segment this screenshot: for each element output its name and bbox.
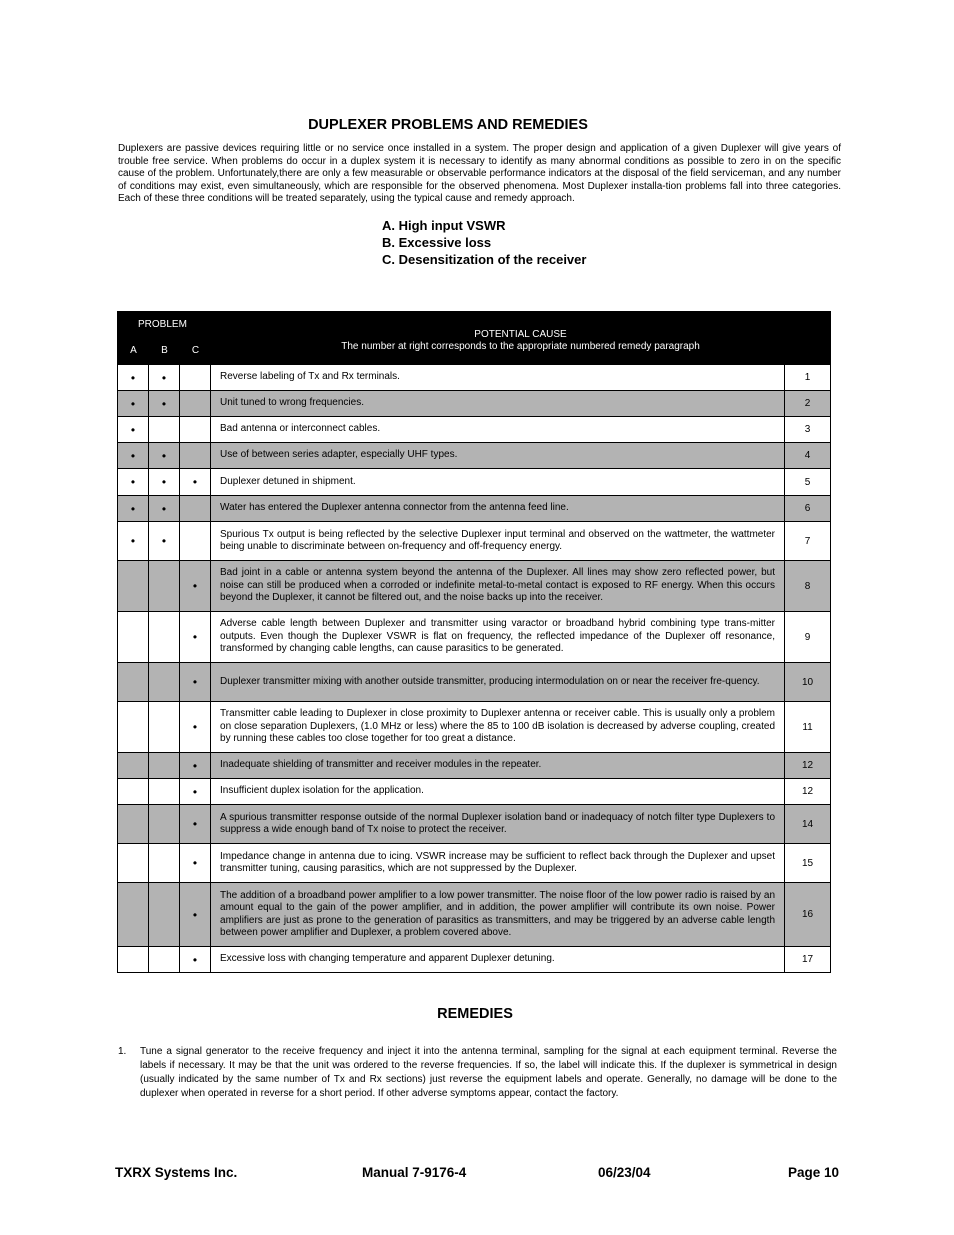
cause-header-subtitle: The number at right corresponds to the appropriate numbered remedy paragraph <box>341 341 700 352</box>
problem-categories <box>382 217 586 268</box>
problem-b-mark: • <box>149 496 180 522</box>
problem-a-mark: • <box>118 443 149 469</box>
problem-c-mark: • <box>180 844 211 883</box>
cause-text: Use of between series adapter, especially UHF types. <box>211 443 785 469</box>
problem-b-mark <box>149 947 180 973</box>
cause-text: A spurious transmitter response outside of the normal Duplexer isolation band or inadequacy of notch filter type Duplexers to suppress a wide enough band of Tx noise to protect the receiver. <box>211 805 785 844</box>
cause-text: Duplexer transmitter mixing with another outside transmitter, producing intermodulation on or near the receiver fre-quency. <box>211 663 785 702</box>
problem-c-mark: • <box>180 779 211 805</box>
problem-c-mark <box>180 522 211 561</box>
cause-text: Spurious Tx output is being reflected by the selective Duplexer input terminal and observed on the wattmeter, the wattmeter being unable to discriminate between on-frequency and off-frequency energy. <box>211 522 785 561</box>
remedy-text: Tune a signal generator to the receive frequency and inject it into the antenna terminal, sampling for the signal at each equipment terminal. Reverse the labels if necessary. It may be that the unit was ordered to the reverse frequencies. If so, the label will indicate this. If the duplexer is symmetrical in design (usually indicated by the same number of Tx and Rx sections) just reverse the equipment labels and operate. Generally, no damage will be done to the duplexer when operated in reverse for a short period. If other adverse symptoms appear, contact the factory. <box>140 1046 837 1099</box>
problem-c-mark: • <box>180 702 211 753</box>
category-b: B. Excessive loss <box>382 235 492 250</box>
problem-c-mark: • <box>180 753 211 779</box>
cause-text: Impedance change in antenna due to icing. VSWR increase may be sufficient to reflect back through the Duplexer and upset transmitter tuning, causing parasitics, which are not suppressed by the Duplexer. <box>211 844 785 883</box>
page-title: DUPLEXER PROBLEMS AND REMEDIES <box>308 117 588 133</box>
remedy-ref-number: 1 <box>785 365 831 391</box>
col-a-label: A <box>130 345 137 356</box>
footer-company: TXRX Systems Inc. <box>115 1165 238 1180</box>
problem-b-mark <box>149 417 180 443</box>
problems-table <box>117 311 831 973</box>
problem-c-mark <box>180 365 211 391</box>
problem-b-mark <box>149 561 180 612</box>
problem-c-mark <box>180 443 211 469</box>
problem-b-mark <box>149 612 180 663</box>
problem-header <box>118 312 211 365</box>
table-row <box>118 612 831 663</box>
problem-a-mark <box>118 663 149 702</box>
problem-a-mark: • <box>118 417 149 443</box>
problem-b-mark <box>149 663 180 702</box>
cause-header <box>211 312 831 365</box>
problem-c-mark: • <box>180 805 211 844</box>
footer-page: Page 10 <box>787 1165 839 1180</box>
cause-header-title: POTENTIAL CAUSE <box>474 329 567 340</box>
cause-text: Transmitter cable leading to Duplexer in close proximity to Duplexer antenna or receiver cable. This is usually only a problem on close separation Duplexers, (1.0 MHz or less) where the 85 to 100 dB isolation is decreased by adverse coupling, created by running these cables too close together for too great a distance. <box>211 702 785 753</box>
problem-a-mark: • <box>118 365 149 391</box>
cause-text: Duplexer detuned in shipment. <box>211 469 785 496</box>
cause-text: The addition of a broadband power amplifier to a low power transmitter. The noise floor of the low power radio is raised by an amount equal to the gain of the power amplifier, and in addition, the power amplifier will contribute its own noise. Power amplifiers are just as prone to the generation of parasitics as transmitters, and may be triggered by an adverse cable length between power amplifier and Duplexer, a problem covered above. <box>211 883 785 947</box>
problem-b-mark <box>149 805 180 844</box>
remedy-ref-number: 6 <box>785 496 831 522</box>
col-c-label: C <box>191 345 200 356</box>
table-row <box>118 417 831 443</box>
remedy-ref-number: 9 <box>785 612 831 663</box>
problem-c-mark: • <box>180 883 211 947</box>
problem-b-mark: • <box>149 522 180 561</box>
table-row <box>118 844 831 883</box>
problem-c-mark: • <box>180 612 211 663</box>
problem-a-mark: • <box>118 469 149 496</box>
remedies-title: REMEDIES <box>437 1006 513 1022</box>
remedy-ref-number: 17 <box>785 947 831 973</box>
remedy-ref-number: 8 <box>785 561 831 612</box>
table-row <box>118 561 831 612</box>
problem-a-mark <box>118 753 149 779</box>
problem-a-mark <box>118 779 149 805</box>
problem-c-mark <box>180 496 211 522</box>
category-c: C. Desensitization of the receiver <box>382 252 587 267</box>
problem-c-mark: • <box>180 469 211 496</box>
problem-b-mark <box>149 702 180 753</box>
problem-a-mark <box>118 844 149 883</box>
problem-c-mark: • <box>180 561 211 612</box>
problem-b-mark: • <box>149 391 180 417</box>
problem-a-mark <box>118 805 149 844</box>
problem-b-mark: • <box>149 469 180 496</box>
problem-b-mark <box>149 753 180 779</box>
cause-text: Reverse labeling of Tx and Rx terminals. <box>211 365 785 391</box>
remedy-ref-number: 16 <box>785 883 831 947</box>
problem-b-mark <box>149 883 180 947</box>
problem-a-mark: • <box>118 496 149 522</box>
problem-b-mark <box>149 844 180 883</box>
cause-text: Bad antenna or interconnect cables. <box>211 417 785 443</box>
problem-a-mark <box>118 883 149 947</box>
remedy-ref-number: 5 <box>785 469 831 496</box>
remedy-item <box>118 1045 837 1101</box>
problem-c-mark: • <box>180 947 211 973</box>
problem-a-mark <box>118 702 149 753</box>
problem-a-mark <box>118 561 149 612</box>
cause-text: Inadequate shielding of transmitter and receiver modules in the repeater. <box>211 753 785 779</box>
table-row <box>118 779 831 805</box>
cause-text: Excessive loss with changing temperature and apparent Duplexer detuning. <box>211 947 785 973</box>
remedy-ref-number: 12 <box>785 753 831 779</box>
cause-text: Adverse cable length between Duplexer and transmitter using varactor or broadband hybrid combining type trans-mitter outputs. Even though the Duplexer VSWR is flat on frequency, the reflected impedance of the Duplexer off resonance, transformed by changing cable lengths, can cause parasitics to be generated. <box>211 612 785 663</box>
problem-a-mark <box>118 612 149 663</box>
cause-text: Unit tuned to wrong frequencies. <box>211 391 785 417</box>
table-header <box>118 312 831 365</box>
footer-date: 06/23/04 <box>598 1165 651 1180</box>
remedy-ref-number: 7 <box>785 522 831 561</box>
problem-a-mark <box>118 947 149 973</box>
remedy-ref-number: 15 <box>785 844 831 883</box>
cause-text: Bad joint in a cable or antenna system beyond the antenna of the Duplexer. All lines may show zero reflected power, but noise can still be produced when a corroded or indefinite metal-to-metal contact is exposed to RF energy. When this occurs beyond the Duplexer, it cannot be filtered out, and the noise backs up into the receiver. <box>211 561 785 612</box>
table-row <box>118 522 831 561</box>
footer-manual: Manual 7-9176-4 <box>362 1165 467 1180</box>
remedy-ref-number: 14 <box>785 805 831 844</box>
problem-c-mark: • <box>180 663 211 702</box>
table-row <box>118 753 831 779</box>
table-row <box>118 469 831 496</box>
problem-b-mark <box>149 779 180 805</box>
problem-a-mark: • <box>118 391 149 417</box>
col-b-label: B <box>161 345 168 356</box>
remedy-ref-number: 2 <box>785 391 831 417</box>
table-row <box>118 663 831 702</box>
problem-b-mark: • <box>149 365 180 391</box>
table-row <box>118 365 831 391</box>
cause-text: Water has entered the Duplexer antenna connector from the antenna feed line. <box>211 496 785 522</box>
remedy-number: 1. <box>118 1046 127 1057</box>
remedy-ref-number: 12 <box>785 779 831 805</box>
problem-a-mark: • <box>118 522 149 561</box>
category-a: A. High input VSWR <box>382 218 506 233</box>
intro-paragraph: Duplexers are passive devices requiring little or no service once installed in a system. The proper design and application of a given Duplexer will give years of trouble free service. When problems do occur in a duplex system it is necessary to identify as many abnormal conditions as possible to zero in on the specific cause of the problem. Unfortunately,there are only a few measurable or observable performance indicators at the disposal of the field serviceman, and any number of conditions may exist, even simultaneously, which are responsible for the observed phenomena. Most Duplexer installa-tion problems fall into three categories. Each of these three conditions will be treated separately, using the typical cause and remedy approach. <box>118 143 841 205</box>
remedy-ref-number: 3 <box>785 417 831 443</box>
problem-b-mark: • <box>149 443 180 469</box>
table-row <box>118 702 831 753</box>
problem-header-label: PROBLEM <box>138 319 187 330</box>
table-row <box>118 391 831 417</box>
cause-text: Insufficient duplex isolation for the application. <box>211 779 785 805</box>
table-row <box>118 805 831 844</box>
table-row <box>118 947 831 973</box>
remedy-ref-number: 10 <box>785 663 831 702</box>
remedy-ref-number: 11 <box>785 702 831 753</box>
remedy-ref-number: 4 <box>785 443 831 469</box>
table-row <box>118 883 831 947</box>
problem-c-mark <box>180 417 211 443</box>
table-row <box>118 496 831 522</box>
problem-c-mark <box>180 391 211 417</box>
table-row <box>118 443 831 469</box>
